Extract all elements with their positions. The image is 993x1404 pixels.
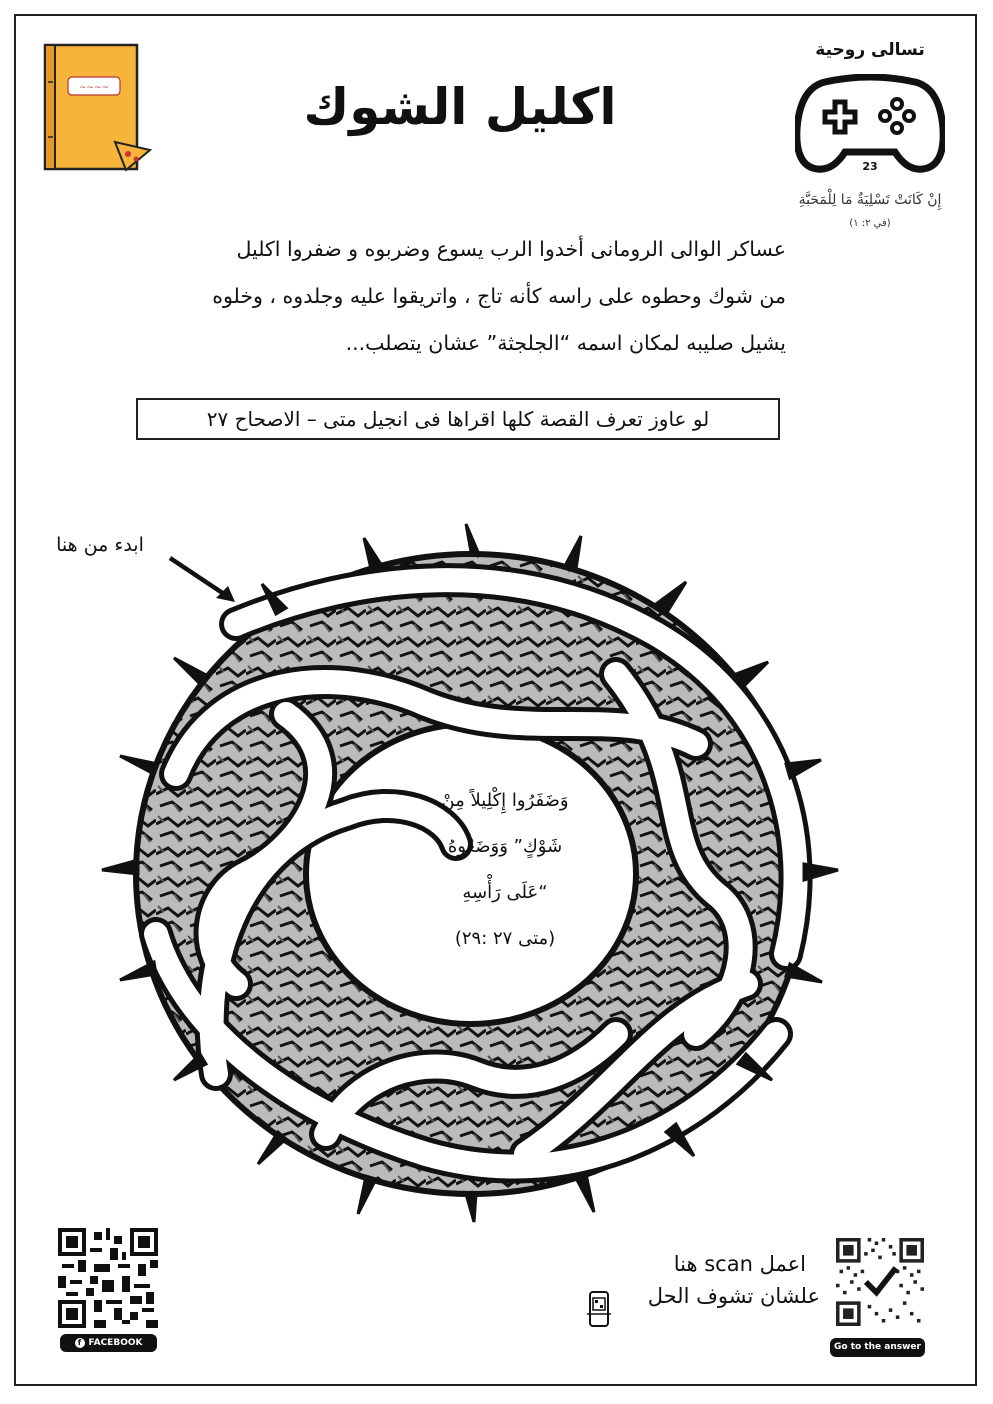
- story-line: يشيل صليبه لمكان اسمه “الجلجثة” عشان يتصلب...: [345, 331, 786, 355]
- header-verse-reference: (في ٢: ١): [849, 218, 891, 229]
- answer-qr-code[interactable]: [836, 1238, 924, 1326]
- page-number: 23: [862, 160, 878, 173]
- facebook-qr-code[interactable]: [58, 1228, 158, 1328]
- verse-reference: (متى ٢٧ :٢٩): [454, 928, 556, 949]
- verse-line: “عَلَى رَأْسِهِ: [462, 882, 548, 903]
- facebook-label: FACEBOOK: [88, 1338, 143, 1348]
- facebook-icon: f: [75, 1338, 85, 1348]
- go-to-answer-button[interactable]: Go to the answer: [830, 1338, 925, 1357]
- gamepad-icon: [795, 74, 945, 174]
- story-line: عساكر الوالى الرومانى أخدوا الرب يسوع وضربوه و ضفروا اكليل: [236, 237, 786, 261]
- reading-note: لو عاوز تعرف القصة كلها اقراها فى انجيل متى – الاصحاح ٢٧: [136, 398, 780, 440]
- brand-label: تسالى روحية: [815, 40, 925, 60]
- verse-line: وَضَفَرُوا إِكْلِيلاً مِنْ: [441, 790, 569, 811]
- story-line: من شوك وحطوه على راسه كأنه تاج ، واتريقوا عليه وجلدوه ، وخلوه: [212, 284, 786, 308]
- maze-start-label: ابدء من هنا: [56, 534, 144, 556]
- phone-scan-icon: [586, 1290, 612, 1328]
- page-title: اكليل الشوك: [303, 78, 617, 136]
- scan-instruction-line2: علشان تشوف الحل: [647, 1284, 820, 1308]
- maze-center-verse: [410, 778, 600, 962]
- scan-instruction: اعمل scan هنا: [673, 1252, 806, 1276]
- facebook-badge[interactable]: [60, 1334, 157, 1352]
- book-icon: [40, 42, 155, 177]
- verse-line: شَوْكٍ” وَوَضَعُوهُ: [447, 836, 563, 857]
- story-paragraph: [70, 226, 786, 367]
- svg-text:~~~~: ~~~~: [78, 83, 110, 93]
- header-verse: إِنْ كَانَتْ تَسْلِيَةٌ مَا لِلْمَحَبَّةِ: [798, 192, 942, 208]
